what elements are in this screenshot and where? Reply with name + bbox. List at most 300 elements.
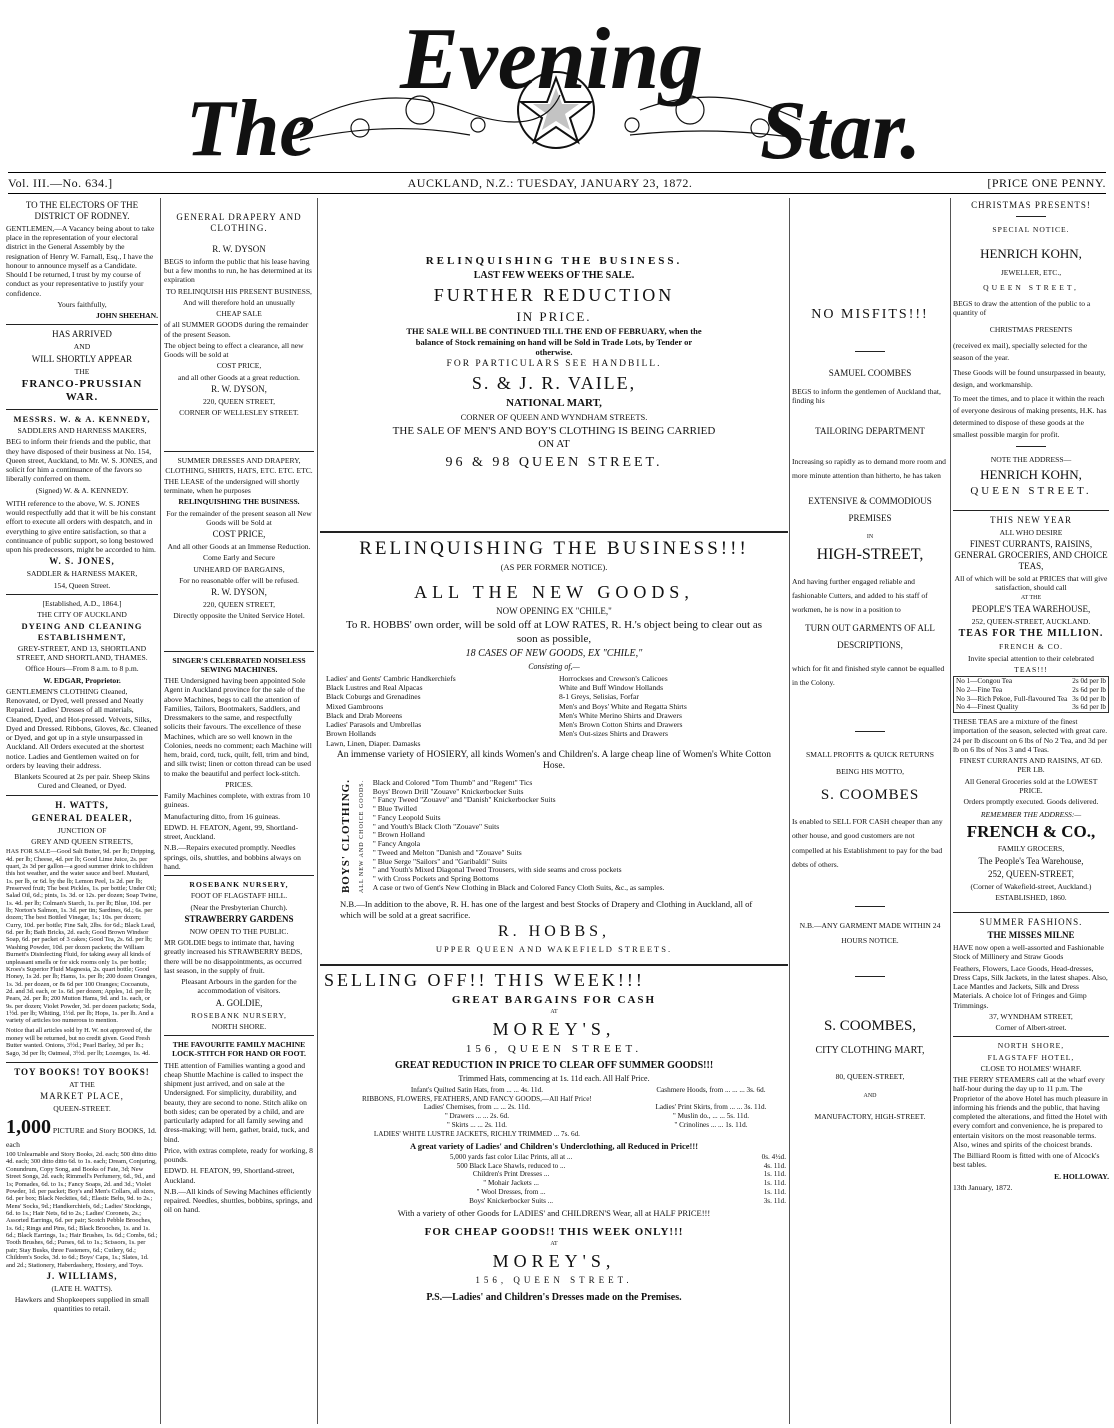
- teas-sub: TEAS!!!: [1014, 664, 1048, 674]
- singer-agent: EDWD. H. FEATON, Agent, 99, Shortland-street, Auckland.: [164, 822, 299, 842]
- table-row: [320, 1112, 788, 1121]
- kennedy-heading: MESSRS. W. & A. KENNEDY,: [13, 413, 151, 424]
- favourite-price: Price, with extras complete, ready for working, 8 pounds.: [164, 1145, 313, 1164]
- kohn-street: QUEEN STREET,: [983, 283, 1079, 293]
- table-cell: 5,000 yards fast color Lilac Prints, all at ...: [449, 1152, 573, 1161]
- coombes-body: BEGS to inform the gentlemen of Auckland that, finding his: [792, 387, 941, 406]
- french-family: FAMILY GROCERS,: [997, 844, 1065, 854]
- lease-signature: R. W. DYSON,: [211, 587, 267, 598]
- war-line: HAS ARRIVED: [52, 329, 112, 340]
- table-cell: RIBBONS, FLOWERS, FEATHERS, AND FANCY GOODS,—All Half Price!: [362, 1094, 592, 1103]
- jones-body: WITH reference to the above, W. S. JONES would respectfully add that it will be his constant effort to execute all orders with despatch, and in everything to give entire satisfaction, so that a continuance of public support, so long bestowed upon his predecessors, might be accorded to him.: [6, 498, 156, 555]
- dyson-notice: [164, 212, 314, 417]
- kohn-street: QUEEN STREET.: [970, 484, 1092, 497]
- rodney-close: Yours faithfully,: [57, 299, 107, 309]
- rodney-signature: JOHN SHEEHAN.: [95, 311, 158, 321]
- toy-footer: Hawkers and Shopkeepers supplied in small quantities to retail.: [14, 1295, 150, 1314]
- vaile-line: IN PRICE.: [516, 308, 592, 324]
- table-cell: " Muslin do., ... ... 5s. 11d.: [672, 1112, 749, 1121]
- table-cell: 2s 0d per lb: [1072, 677, 1106, 686]
- title-left: The: [186, 85, 315, 172]
- rose-heading: ROSEBANK NURSERY,: [189, 880, 289, 890]
- straw-arbours: Pleasant Arbours in the garden for the accommodation of visitors.: [181, 977, 297, 996]
- toy-name: J. WILLIAMS,: [46, 1270, 118, 1281]
- boys-item: " Fancy Tweed "Zouave" and "Danish" Knickerbocker Suits: [372, 795, 556, 805]
- teas-heading: TEAS FOR THE MILLION.: [958, 628, 1104, 640]
- straw-heading: STRAWBERRY GARDENS: [184, 913, 294, 924]
- lease-cost: COST PRICE,: [212, 529, 266, 540]
- table-cell: " Skirts ... ... 2s. 11d.: [446, 1121, 507, 1129]
- boys-item: " Fancy Angola: [372, 839, 421, 849]
- goods-item: Ladies' Parasols and Umbrellas: [326, 720, 422, 730]
- kohn-name: HENRICH KOHN,: [980, 246, 1082, 262]
- motto-line: SMALL PROFITS & QUICK RETURNS: [806, 749, 934, 759]
- table-row: [954, 695, 1109, 704]
- table-cell: Cashmere Hoods, from ... ... ... 3s. 6d.: [656, 1085, 766, 1094]
- french-address: 252, QUEEN-STREET,: [987, 868, 1075, 879]
- morey-ps: P.S.—Ladies' and Children's Dresses made on the Premises.: [426, 1291, 682, 1303]
- lease-relinquish: RELINQUISHING THE BUSINESS.: [178, 497, 300, 507]
- column-divider: [160, 198, 161, 1424]
- boys-item: " Fancy Leopold Suits: [372, 812, 441, 822]
- hotel-name: FLAGSTAFF HOTEL,: [987, 1052, 1075, 1062]
- hobbs-line: RELINQUISHING THE BUSINESS!!!: [359, 537, 749, 559]
- french-warehouse: The People's Tea Warehouse,: [978, 855, 1084, 866]
- boys-clothing: [320, 775, 788, 897]
- table-cell: 0s. 4½d.: [761, 1152, 786, 1161]
- milne-corner: Corner of Albert-street.: [995, 1023, 1067, 1033]
- morey-address: 156, QUEEN STREET.: [465, 1042, 643, 1055]
- hobbs-line: (AS PER FORMER NOTICE).: [500, 561, 608, 572]
- watts-junction: JUNCTION OF: [57, 825, 107, 835]
- lease-unheard: UNHEARD OF BARGAINS,: [193, 564, 285, 574]
- remember-line: REMEMBER THE ADDRESS:—: [980, 810, 1082, 820]
- summer-heading: SUMMER DRESSES AND DRAPERY, CLOTHING, SHIRTS, HATS, ETC. ETC. ETC.: [165, 456, 313, 475]
- lease-body: For the remainder of the present season all New Goods will be Sold at: [166, 508, 312, 527]
- turn-out-heading: TURN OUT GARMENTS OF ALL DESCRIPTIONS,: [805, 622, 935, 650]
- column-5: [953, 198, 1109, 1424]
- lease-body: And all other Goods at an Immense Reduction.: [167, 542, 311, 552]
- table-cell: Ladies' Print Skirts, from ... ... 3s. 11d.: [655, 1103, 767, 1112]
- singer-heading: SINGER'S CELEBRATED NOISELESS SEWING MACHINES.: [172, 655, 306, 674]
- vaile-line: RELINQUISHING THE BUSINESS.: [425, 255, 683, 267]
- summer-notice: [164, 456, 314, 620]
- table-cell: [634, 1095, 788, 1104]
- table-cell: Boys' Knickerbocker Suits ...: [469, 1196, 554, 1205]
- hobbs-line: 18 CASES OF NEW GOODS, EX "CHILE,": [465, 647, 643, 659]
- hobbs-line: To R. HOBBS' own order, will be sold off at LOW RATES, R. H.'s object being to clear out as soon as possible,: [345, 619, 763, 645]
- favourite-body: THE attention of Families wanting a good and cheap Shuttle Machine is called to inspect the shipment just arrived, and on sale at the Undersigned. For simplicity, durability, and beauty, they are second to none. Stitch alike on both sides; can be operated by a child, and are particularly adapted for all family sewing and dress-making; will hem, gather, braid, tuck, and bind.: [164, 1060, 310, 1144]
- dye-hours: Office Hours—From 8 a.m. to 8 p.m.: [25, 664, 139, 674]
- french-brand: FRENCH & CO.,: [966, 821, 1096, 841]
- straw-body: MR GOLDIE begs to intimate that, having greatly increased his STRAWBERRY BEDS, there will be no disappointments, as occurred last season, in the supply of fruit.: [164, 938, 303, 975]
- goods-item: Brown Hollands: [326, 729, 376, 739]
- table-cell: " Drawers ... ... 2s. 6d.: [444, 1112, 510, 1121]
- singer-body: THE Undersigned having been appointed Sole Agent in Auckland province for the sale of the above Machines, begs to call the attention of Families, Tailors, Bootmakers, Saddlers, and Dressmakers to the same, and respectfully solicits their favours. The excellence of these Machines, which are so well known in the Colonies, needs no comment; each Machine will hem, braid, cord, tuck, quilt, fell, trim and bind, and silk twist; linen or cotton thread can be used to make the beautiful and perfect lock-stitch.: [164, 676, 312, 778]
- drapery-heading: GENERAL DRAPERY AND CLOTHING.: [176, 212, 302, 233]
- war-line: WILL SHORTLY APPEAR: [31, 353, 133, 364]
- coombes-brand: S. COOMBES: [820, 787, 920, 804]
- column-2: [164, 198, 314, 1424]
- hobbs-name: R. HOBBS,: [497, 923, 611, 941]
- rose-near: (Near the Presbyterian Church).: [190, 902, 288, 912]
- milne-name: THE MISSES MILNE: [987, 930, 1075, 941]
- morey-price-table: [320, 1086, 788, 1139]
- table-cell: " Crinolines ... ... 1s. 11d.: [674, 1121, 748, 1129]
- straw-nursery: ROSEBANK NURSERY,: [191, 1010, 287, 1020]
- boys-item: " and Youth's Black Cloth "Zouave" Suits: [372, 821, 500, 831]
- goods-item: Horrockses and Crewson's Calicoes: [559, 673, 668, 683]
- dyeing-notice: [6, 599, 158, 791]
- vaile-line: THE SALE WILL BE CONTINUED TILL THE END OF FEBRUARY, when the balance of Stock remaining on hand will be Sold in Trade Lots, by Tender or otherwise.: [406, 326, 702, 358]
- french-name: FRENCH & CO.: [998, 642, 1064, 652]
- coombes-body: which for fit and finished style cannot be equalled in the Colony.: [792, 664, 945, 688]
- goods-item: Mixed Gambroons: [326, 701, 384, 711]
- toy-books-notice: [6, 1067, 158, 1314]
- hobbs-address: UPPER QUEEN AND WAKEFIELD STREETS.: [435, 943, 673, 954]
- goods-item: Black and Drab Moreens: [326, 710, 403, 720]
- price: [PRICE ONE PENNY.: [987, 175, 1106, 190]
- boys-item: A case or two of Gent's New Clothing in Black and Colored Fancy Cloth Suits, &c., as samples.: [372, 882, 665, 892]
- hobbs-line: NOW OPENING EX "CHILE,": [496, 606, 612, 617]
- morey-price-table-2: [320, 1153, 788, 1206]
- kennedy-signature: (Signed) W. & A. KENNEDY.: [35, 485, 129, 495]
- dyson-body: BEGS to inform the public that his lease having but a few months to run, he has determined at its expiration: [164, 256, 312, 285]
- kohn-note: NOTE THE ADDRESS—: [990, 455, 1072, 465]
- morey-under: A great variety of Ladies' and Children's Underclothing, all Reduced in Price!!!: [409, 1140, 699, 1151]
- currants-line: FINEST CURRANTS AND RAISINS, AT 6D. PER LB.: [959, 756, 1103, 775]
- title-right: Star.: [760, 84, 922, 172]
- coombes-body: Increasing so rapidly as to demand more room and more minute attention than hitherto, he has taken: [792, 456, 946, 480]
- watts-streets: GREY AND QUEEN STREETS,: [31, 836, 133, 846]
- vaile-address: 96 & 98 QUEEN STREET.: [445, 454, 663, 470]
- war-line: THE: [74, 366, 90, 376]
- table-cell: Infant's Quilted Satin Hats, from ... ... 4s. 11d.: [410, 1085, 544, 1094]
- table-cell: 2s 6d per lb: [1072, 685, 1106, 694]
- boys-item: " Blue Serge "Sailors" and "Garibaldi" Suits: [372, 856, 508, 866]
- tea-body: THESE TEAS are a mixture of the finest importation of the season, selected with great care. 24 per lb discount on 6 lbs of No 2 Tea, and 3d per lb on 6 lbs of Nos 3 and 4 Teas.: [953, 717, 1108, 754]
- hotel-billiard: The Billiard Room is fitted with one of Alcock's best tables.: [953, 1151, 1100, 1170]
- straw-open: NOW OPEN TO THE PUBLIC.: [189, 926, 289, 936]
- singer-nb: N.B.—Repairs executed promptly. Needles springs, oils, shuttles, and bobbins always on hand.: [164, 843, 301, 871]
- hobbs-line: ALL THE NEW GOODS,: [414, 582, 694, 603]
- vaile-line: FOR PARTICULARS SEE HANDBILL.: [446, 359, 662, 370]
- lease-opposite: Directly opposite the United Service Hotel.: [173, 611, 305, 621]
- goods-item: Lawn, Linen, Diaper. Damasks: [326, 738, 421, 748]
- kohn-body: These Goods will be found unsurpassed in beauty, design, and workmanship.: [953, 367, 1106, 389]
- place-date: AUCKLAND, N.Z.: TUESDAY, JANUARY 23, 1872.: [407, 175, 693, 190]
- volume-number: Vol. III.—No. 634.]: [8, 175, 113, 190]
- vaile-name: S. & J. R. VAILE,: [471, 373, 637, 394]
- newyear-line: ALL WHO DESIRE: [999, 527, 1063, 537]
- watts-footer: Notice that all articles sold by H. W. not approved of, the money will be returned, but no credit given. Good Fresh Butter wanted. Onions, 3½d.; Pearl Barley, 3d per lb.; Sago, 3d per lb; Oatmeal, 3½d. per lb; Lozenges, 1s. 4d.: [6, 1026, 152, 1058]
- fashions-heading: SUMMER FASHIONS.: [979, 917, 1083, 928]
- toy-at: AT THE: [69, 1080, 95, 1090]
- boys-item: " Brown Holland: [372, 830, 425, 840]
- hobbs-line: Consisting of,—: [528, 662, 580, 672]
- french-corner: (Corner of Wakefield-street, Auckland.): [970, 881, 1092, 891]
- table-row: [320, 1188, 788, 1197]
- lease-come: Come Early and Secure: [203, 553, 275, 563]
- goods-item: Black Lustres and Real Alpacas: [326, 683, 423, 693]
- table-cell: " Wool Dresses, from ...: [476, 1188, 546, 1197]
- newyear-line: THIS NEW YEAR: [990, 514, 1072, 525]
- lease-refused: For no reasonable offer will be refused.: [179, 575, 299, 585]
- boys-side-label2: ALL NEW AND CHOICE GOODS.: [359, 779, 366, 894]
- dyson-relinquish: TO RELINQUISH HIS PRESENT BUSINESS,: [166, 286, 312, 296]
- goods-item: Men's Out-sizes Shirts and Drawers: [559, 729, 668, 739]
- table-row: [320, 1179, 788, 1188]
- coombes-address: 80, QUEEN-STREET,: [835, 1071, 905, 1081]
- table-row: [320, 1121, 788, 1130]
- straw-name: A. GOLDIE,: [215, 997, 263, 1008]
- hobbs-notice: [320, 537, 788, 954]
- toy-heading: TOY BOOKS! TOY BOOKS!: [14, 1067, 150, 1078]
- hobbs-goods-list: [320, 674, 788, 748]
- high-street: HIGH-STREET,: [816, 546, 924, 564]
- premises-in: IN: [866, 533, 874, 540]
- dye-heading: DYEING AND CLEANING ESTABLISHMENT,: [21, 621, 143, 642]
- morey-address: 156, QUEEN STREET.: [475, 1274, 633, 1285]
- morey-cheap: FOR CHEAP GOODS!! THIS WEEK ONLY!!!: [424, 1225, 684, 1238]
- singer-notice: [164, 656, 314, 872]
- kohn-name: HENRICH KOHN,: [980, 466, 1082, 482]
- war-notice: [6, 329, 158, 404]
- table-cell: 1s. 11d.: [763, 1188, 786, 1197]
- dye-proprietor: W. EDGAR, Proprietor.: [43, 675, 121, 685]
- table-cell: 4s. 11d.: [763, 1161, 786, 1170]
- column-3: [320, 198, 788, 1424]
- vaile-corner: CORNER OF QUEEN AND WYNDHAM STREETS.: [460, 412, 648, 423]
- rodney-notice: [6, 200, 158, 320]
- coombes-brand: S. COOMBES,: [823, 1018, 917, 1035]
- milne-address: 37, WYNDHAM STREET,: [989, 1011, 1073, 1021]
- masthead: [0, 0, 1114, 172]
- dyson-body: and all other Goods at a great reduction.: [178, 372, 300, 382]
- vaile-notice: [320, 198, 788, 471]
- table-cell: No 4—Finest Quality: [956, 703, 1019, 712]
- kennedy-notice: [6, 414, 158, 590]
- jones-address: 154, Queen Street.: [53, 580, 111, 590]
- milne-body: HAVE now open a well-assorted and Fashionable Stock of Millinery and Straw Goods: [953, 943, 1104, 962]
- table-cell: No 2—Fine Tea: [956, 685, 1003, 694]
- special-notice: SPECIAL NOTICE.: [992, 224, 1070, 234]
- coombes-body: Is enabled to SELL FOR CASH cheaper than any other house, and good customers are not compelled at his Establishment to pay for the bad debts of others.: [792, 816, 943, 869]
- dyson-address: 220, QUEEN STREET,: [203, 396, 275, 406]
- vaile-sale: THE SALE OF MEN'S AND BOY'S CLOTHING IS BEING CARRIED ON AT: [392, 424, 716, 451]
- toy-place: MARKET PLACE,: [40, 1091, 124, 1102]
- goods-item: White and Buff Window Hollands: [559, 683, 664, 693]
- hobbs-goods-left: [326, 674, 549, 748]
- dyson-cost: COST PRICE,: [216, 361, 262, 371]
- column-divider: [317, 198, 318, 1424]
- rosebank-notice: [164, 880, 314, 1031]
- watts-trade: GENERAL DEALER,: [31, 812, 133, 823]
- table-cell: 500 Black Lace Shawls, reduced to ...: [456, 1161, 566, 1170]
- hobbs-goods-right: [559, 674, 782, 748]
- coombes-mart: CITY CLOTHING MART,: [815, 1045, 925, 1057]
- boys-item: " Tweed and Melton "Danish and "Zouave" Suits: [372, 847, 522, 857]
- table-row: [320, 1153, 788, 1162]
- rodney-heading: TO THE ELECTORS OF THE DISTRICT OF RODNEY.: [25, 200, 139, 221]
- hobbs-nb: N.B.—In addition to the above, R. H. has one of the largest and best Stocks of Drapery and Clothing in Auckland, all of which will be sold at a great sacrifice.: [340, 899, 753, 920]
- coombes-and: AND: [863, 1092, 877, 1099]
- kohn-jeweller: JEWELLER, ETC.,: [1000, 268, 1062, 278]
- boys-item: " with Cross Pockets and Spring Bottoms: [372, 873, 499, 883]
- table-cell: No 1—Congou Tea: [956, 677, 1013, 686]
- morey-at: AT: [550, 1241, 558, 1248]
- morey-line: SELLING OFF!! THIS WEEK!!!: [324, 969, 645, 990]
- hotel-date: 13th January, 1872.: [953, 1182, 1013, 1192]
- kohn-body: To meet the times, and to place it within the reach of everyone desirous of making presents, H.K. has determined to dispose of these goods at the smallest possible margin for profit.: [953, 393, 1107, 440]
- dyson-address: CORNER OF WELLESLEY STREET.: [179, 408, 299, 418]
- goods-item: Black Coburgs and Grenadines: [326, 692, 421, 702]
- jones-trade: SADDLER & HARNESS MAKER,: [26, 569, 138, 579]
- table-row: [320, 1086, 788, 1095]
- newyear-at: AT THE: [1020, 594, 1042, 601]
- column-divider: [950, 198, 951, 1424]
- table-row: [954, 677, 1109, 686]
- toy-street: QUEEN-STREET.: [53, 1104, 111, 1114]
- boys-items: [373, 779, 665, 893]
- table-row: [320, 1103, 788, 1112]
- favourite-nb: N.B.—All kinds of Sewing Machines efficiently repaired. Needles, shuttles, bobbins, springs, and oil on hand.: [164, 1186, 313, 1215]
- favourite-notice: [164, 1040, 314, 1215]
- table-row: [954, 686, 1109, 695]
- table-row: [320, 1130, 788, 1139]
- boys-item: Boys' Brown Drill "Zouave" Knickerbocker Suits: [372, 786, 524, 796]
- table-row: [320, 1095, 788, 1104]
- morey-name: MOREY'S,: [492, 1018, 616, 1039]
- table-cell: [634, 1130, 788, 1139]
- table-cell: 3s 0d per lb: [1072, 694, 1106, 703]
- table-cell: 1s. 11d.: [763, 1170, 786, 1179]
- column-4: [792, 198, 948, 1424]
- vaile-line: FURTHER REDUCTION: [433, 284, 675, 305]
- coombes-manufactory: MANUFACTORY, HIGH-STREET.: [814, 1112, 926, 1122]
- milne-body: Feathers, Flowers, Lace Goods, Head-dresses, Dress Caps, Silk Jackets, in the latest shapes. Also, Lace Mantles and Jackets, Silk and Dress Materials. A choice lot of Fringes and Gimp Trimmings.: [953, 963, 1108, 1010]
- table-cell: 3s. 11d.: [763, 1196, 786, 1205]
- tea-price-table: [953, 676, 1109, 713]
- column-1: [6, 198, 158, 1424]
- column-divider: [789, 198, 790, 1424]
- vaile-line: LAST FEW WEEKS OF THE SALE.: [473, 270, 635, 282]
- title-main: Evening: [400, 11, 704, 108]
- kohn-body: (received ex mail), specially selected for the season of the year.: [953, 341, 1088, 363]
- dyson-body: The object being to effect a clearance, all new Goods will be sold at: [164, 340, 304, 360]
- table-cell: Children's Print Dresses ...: [472, 1170, 550, 1179]
- goods-item: Men's Brown Cotton Shirts and Drawers: [559, 720, 683, 730]
- kohn-body: BEGS to draw the attention of the public to a quantity of: [953, 298, 1091, 317]
- morey-line: GREAT BARGAINS FOR CASH: [451, 993, 657, 1006]
- rose-foot: FOOT OF FLAGSTAFF HILL.: [190, 891, 288, 901]
- coombes-name: SAMUEL COOMBES: [828, 368, 912, 379]
- straw-shore: NORTH SHORE.: [211, 1021, 267, 1031]
- newyear-line: All of which will be sold at PRICES that will give satisfaction, should call: [954, 574, 1108, 593]
- hotel-shore: NORTH SHORE,: [997, 1041, 1065, 1051]
- toy-late: (LATE H. WATTS).: [51, 1283, 113, 1293]
- table-cell: 1s. 11d.: [763, 1179, 786, 1188]
- boys-item: Black and Colored "Tom Thumb" and "Regent" Tics: [372, 778, 533, 788]
- misfits-heading: NO MISFITS!!!: [811, 307, 929, 322]
- dye-established: [Established, A.D., 1864.]: [42, 598, 122, 608]
- dyson-body: of all SUMMER GOODS during the remainder of the present Season.: [164, 320, 309, 339]
- orders-line: Orders promptly executed. Goods delivered.: [963, 797, 1099, 807]
- dyson-body: And will therefore hold an unusually: [183, 297, 295, 307]
- morey-name: MOREY'S,: [492, 1250, 616, 1271]
- newyear-line: FINEST CURRANTS, RAISINS, GENERAL GROCERIES, AND CHOICE TEAS,: [954, 539, 1108, 572]
- newyear-warehouse: PEOPLE'S TEA WAREHOUSE,: [971, 603, 1091, 614]
- singer-manufacturing: Manufacturing ditto, from 16 guineas.: [164, 811, 280, 821]
- toy-body: 100 Unlearnable and Story Books, 2d. each; 500 ditto ditto 4d. each; 300 ditto ditto 6d. to 1s. each; Dream, Conjuring, Conundrum, Copy Song, and Books of Fate, 3d; New Street Songs, 2d. each; Rimmell's Perfumery, 6d., 9d., and 1s; Pomades, 6d. to 1s.; Fancy Soaps, 2d. and 3d.; Violet Powder, 1d. per packet; Boy's and Men's Collars, all sizes, 6d. per box; Black Neckties, 6d.; Elastic Belts, 9d. to 2s.; Mens' Socks, 9d.; Handkerchiefs, 6d.; Ladies' Stockings, 6d. to 1s.; Hair Nets, 6d to 2s.; Ladies' Coronets, 2s.; Assorted Earrings, 6d. per pair; Scotch Pebble Brooches, 1s. 6d.; Rings and Pins, 6d.; Black Brooches, 1s. and 1s. 6d.; Black Earrings, 1s.; Hair Brushes, 1s. 6d.; Combs, 6d.; Tooth Brushes, 6d.; Purses, 6d. to 1s.; Scissors, 1s. per pair; Stay Busks, three Fasteners, 6d.; Cutlery, 6d.; Children's Socks, 3d. to 6d.; Boys' Caps, 1s.; Slates, 1d. and 2d.; Stationery, Haberdashery, Hosiery, and Toys.: [6, 1151, 158, 1269]
- french-invite: Invite special attention to their celebrated: [968, 653, 1094, 663]
- lease-body: THE LEASE of the undersigned will shortly terminate, when he purposes: [164, 476, 300, 496]
- french-established: ESTABLISHED, 1860.: [995, 892, 1067, 902]
- dyson-signature: R. W. DYSON,: [211, 383, 267, 394]
- singer-prices: PRICES.: [225, 779, 253, 789]
- tailoring-heading: TAILORING DEPARTMENT: [815, 425, 925, 436]
- goods-item: Men's White Merino Shirts and Drawers: [559, 710, 682, 720]
- watts-body: HAS FOR SALE—Good Salt Butter, 9d. per lb; Dripping, 4d. per lb; Cheese, 4d. per lb; Good Lime Juice, 2s. per quart, 2s 3d per gallon—a good summer drink to children this hot weather, and the water sauce and beef. Mustard, 1s. per lb, or 6d. by the lb; Lemon Peel, 1s 2d. per lb; Preserved fruit; The best Pickles, 1s. per bottle; Under Oil; Salad Oil, 6d.; pints, 1s. 3d. or 12s. per dozen; Soap Twine, 1s. 4d. per lb; Colman's Starch, 1s. per lb; Blue, 10d. per lb; Norton's Salmon, 1s. 3d. per tin; Sardines, 6d.; 6s. per dozen; The best Bottled Vinegar, 1s.; 10s. per dozen; Curry, 10d. per bottle; Fine Salt, 2lbs. for 6d.; Black Lead, 6d. per lb; Bath Bricks, 2d. each; Good Brown Windsor Soap, 6d. per packet of 3 cakes; Good Tea, 2s. 6d. per lb; Washing Powder, 10d. per dozen packets; the William Burnett's Disinfecting Fluid, for taking away all kinds of unpleasant smells or for sick rooms only 1s. per bottle; Kroes's Superior Fluid Magnesia, 2s. quart bottle; Good Honey, 1s 2d. per lb; Hams, 1s. per lb; 200 dozen Oranges, 1s. 3d. per dozen, or 8s 6d per 100 Oranges; Cocoanuts, 2d. and 3d. each, or 1s. 6d. per dozen; Apples, 1d. per lb; Pears, 2d. per lb; 200 Mutton Hams, 9d. and 1s. each, or 9s. per dozen; Violet Powder, 3d. per dozen packets; Soda, 1½d. per lb; Whiting, 1½d. per lb; Hops, 1s. per lb. And a variety of articles too numerous to mention.: [6, 848, 158, 1025]
- rodney-body: GENTLEMEN,—A Vacancy being about to take place in the representation of your electoral district in the General Assembly by the resignation of Henry W. Farnall, Esq., I have the honour to announce myself as a Candidate. Should I be returned, I trust by my course of conduct as your representative to justify your confidence.: [6, 223, 155, 298]
- newyear-address: 252, QUEEN-STREET, AUCKLAND.: [971, 616, 1091, 626]
- morey-at: AT: [550, 1009, 558, 1016]
- morey-line: GREAT REDUCTION IN PRICE TO CLEAR OFF SUMMER GOODS!!!: [394, 1059, 714, 1071]
- war-line: AND: [73, 342, 91, 352]
- kennedy-body: BEG to inform their friends and the public, that they have disposed of their business at No. 154, Queen street, Auckland, to Mr. W. S. JONES, and solicit for him a continuance of the favors so liberally conferred on them.: [6, 437, 158, 484]
- jones-name: W. S. JONES,: [49, 556, 115, 567]
- dyson-cheap: CHEAP SALE: [216, 309, 262, 319]
- dye-city: THE CITY OF AUCKLAND: [37, 610, 127, 620]
- premises-heading: EXTENSIVE & COMMODIOUS PREMISES: [808, 496, 932, 523]
- table-row: [320, 1197, 788, 1206]
- toy-number: 1,000: [6, 1116, 51, 1139]
- morey-trim: Trimmed Hats, commencing at 1s. 11d each. All Half Price.: [458, 1074, 650, 1084]
- vaile-mart: NATIONAL MART,: [506, 397, 602, 410]
- motto-line: BEING HIS MOTTO,: [836, 767, 904, 777]
- dye-address: GREY-STREET, AND 13, SHORTLAND STREET, AND SHORTLAND, THAMES.: [16, 643, 148, 663]
- boys-side-label: BOYS' CLOTHING.: [340, 779, 352, 894]
- goods-item: Men's and Boys' White and Regatta Shirts: [559, 701, 687, 711]
- table-cell: Ladies' Chemises, from ... ... 2s. 11d.: [423, 1103, 531, 1112]
- war-title: FRANCO-PRUSSIAN WAR.: [21, 377, 143, 404]
- kohn-christmas: CHRISTMAS PRESENTS: [989, 325, 1073, 335]
- boys-item: " and Youth's Mixed Diagonal Tweed Trousers, with side seams and cross pockets: [372, 865, 622, 875]
- watts-notice: [6, 800, 158, 1058]
- hotel-body: THE FERRY STEAMERS call at the wharf every half-hour during the day up to 11 p.m. The Proprietor of the above Hotel has much pleasure in informing his friends and the public, that having completed the alterations, and fitted the Hotel with every comfort and convenience, he is prepared to entertain visitors on the most reasonable terms. Also, wines and spirits of the choicest brands.: [953, 1075, 1108, 1149]
- dye-footer: Blankets Scoured at 2s per pair. Sheep Skins Cured and Cleaned, or Dyed.: [14, 772, 150, 791]
- goods-item: Ladies' and Gents' Cambric Handkerchiefs: [326, 673, 456, 683]
- watts-name: H. WATTS,: [55, 799, 109, 810]
- hobbs-hosiery: An immense variety of HOSIERY, all kinds Women's and Children's. A large cheap line of Women's White Cotton Hose.: [336, 749, 772, 772]
- goods-item: 8-1 Greys, Selisias, Forfar: [559, 692, 639, 702]
- table-cell: No 3—Rich Pekoe, Full-flavoured Tea: [956, 694, 1068, 703]
- dateline: [8, 172, 1106, 194]
- table-row: [320, 1170, 788, 1179]
- hotel-close: CLOSE TO HOLMES' WHARF.: [980, 1063, 1082, 1073]
- coombes-body: And having further engaged reliable and fashionable Cutters, and added to his staff of workmen, he is now in a position to: [792, 576, 928, 615]
- coombes-nb: N.B.—ANY GARMENT MADE WITHIN 24 HOURS NOTICE.: [799, 921, 941, 945]
- singer-family: Family Machines complete, with extras from 10 guineas.: [164, 791, 311, 810]
- morey-variety: With a variety of other Goods for LADIES' and CHILDREN'S Wear, all at HALF PRICE!!!: [397, 1207, 711, 1218]
- dyson-name: R. W. DYSON: [212, 243, 266, 254]
- favourite-agent: EDWD. H. FEATON, 99, Shortland-street, Auckland.: [164, 1166, 295, 1185]
- toy-number-text: PICTURE and Story BOOKS, 1d. each: [6, 1126, 157, 1149]
- favourite-heading: THE FAVOURITE FAMILY MACHINE LOCK-STITCH FOR HAND OR FOOT.: [172, 1040, 306, 1059]
- kennedy-sub: SADDLERS AND HARNESS MAKERS,: [17, 426, 147, 436]
- groceries-line: All General Groceries sold at the LOWEST PRICE.: [964, 776, 1098, 795]
- table-cell: 3s 6d per lb: [1072, 703, 1106, 712]
